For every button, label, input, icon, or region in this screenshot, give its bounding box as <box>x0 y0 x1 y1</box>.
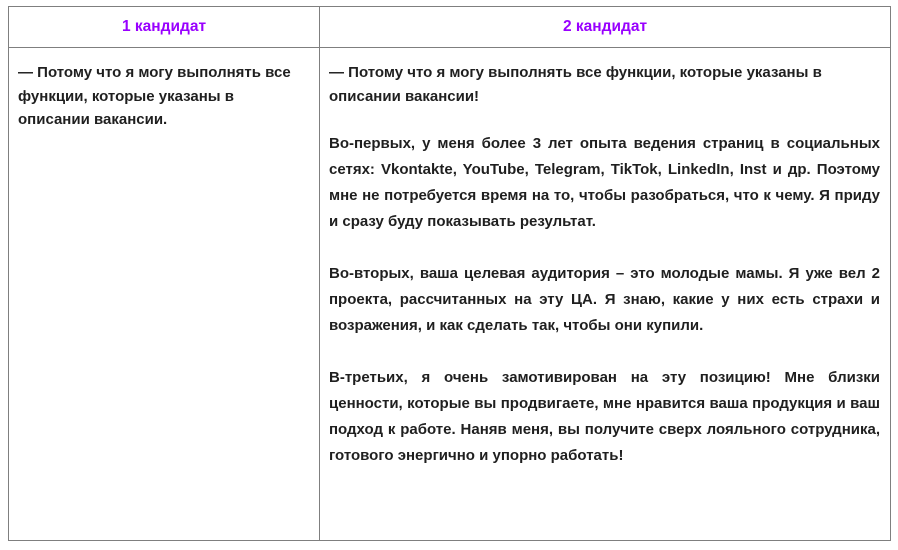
header-candidate-2: 2 кандидат <box>320 7 891 48</box>
candidate-2-paragraph-first: Во-первых, у меня более 3 лет опыта ведения страниц в социальных сетях: Vkontakte, YouTube, Telegram, TikTok, LinkedIn, Inst и др. Поэтому мне не потребуется время на то, чтобы разобраться, что к чему. Я приду и сразу буду показывать результат. <box>329 135 880 230</box>
table-header-row <box>9 7 891 48</box>
header-candidate-1: 1 кандидат <box>9 7 320 48</box>
candidate-2-cell <box>320 48 891 541</box>
candidate-1-cell <box>9 48 320 541</box>
candidate-1-answer: — Потому что я могу выполнять все функции, которые указаны в описании вакансии. <box>18 64 291 128</box>
table-row <box>9 48 891 541</box>
candidates-comparison-table <box>8 6 891 541</box>
candidate-2-paragraph-second: Во-вторых, ваша целевая аудитория – это молодые мамы. Я уже вел 2 проекта, рассчитанных на эту ЦА. Я знаю, какие у них есть страхи и возражения, и как сделать так, чтобы они купили. <box>329 265 880 334</box>
candidate-2-paragraph-third: В-третьих, я очень замотивирован на эту позицию! Мне близки ценности, которые вы продвигаете, мне нравится ваша продукция и ваш подход к работе. Наняв меня, вы получите сверх лояльного сотрудника, готового энергично и упорно работать! <box>329 369 880 464</box>
candidate-2-lead: — Потому что я могу выполнять все функции, которые указаны в описании вакансии! <box>329 64 822 105</box>
